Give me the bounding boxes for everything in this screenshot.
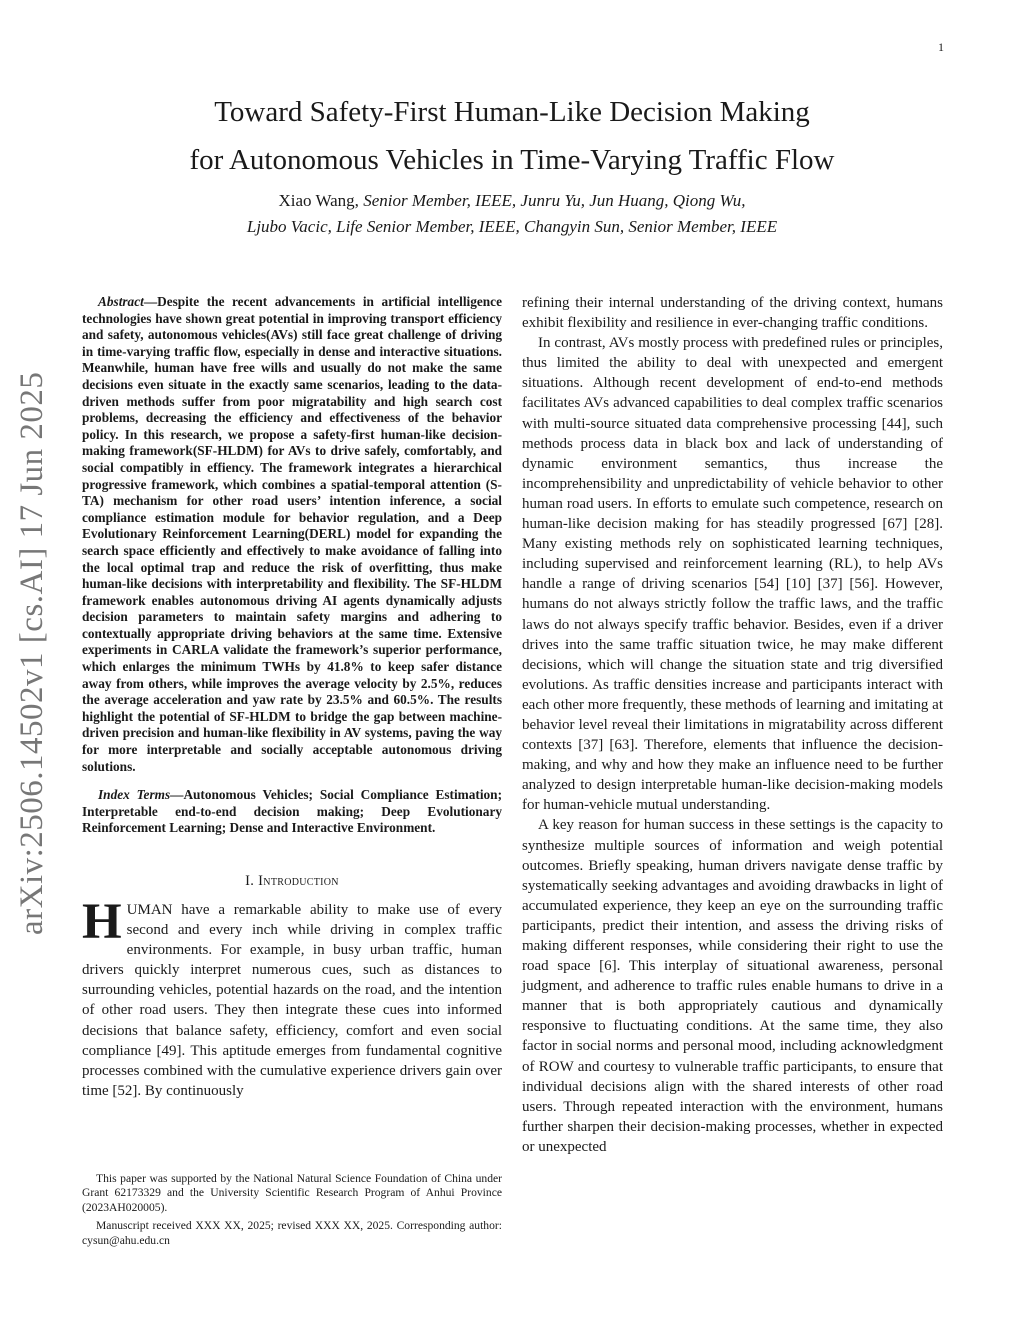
author-name: Xiao Wang, bbox=[278, 191, 359, 210]
author-name: Changyin Sun, bbox=[524, 217, 625, 236]
index-terms bbox=[82, 787, 502, 837]
paragraph-continuation: refining their internal understanding of the driving context, humans exhibit flexibility and resilience in ever-changing traffic conditions. bbox=[522, 295, 943, 332]
introduction-text: UMAN have a remarkable ability to make use of every second and every inch while driving in complex traffic environments. For example, in busy urban traffic, human drivers quickly interpret numerous cues, such as distances to surrounding vehicles, potential hazards on the road, and the intention of other road users. They then integrate these cues into informed decisions that balance safety, efficiency, comfort and even social compliance [49]. This aptitude emerges from fundamental cognitive processes combined with the cumulative experience drivers gain over time [52]. By continuously bbox=[82, 902, 502, 1099]
index-terms-label: Index Terms bbox=[98, 787, 171, 803]
section-number: I. bbox=[245, 873, 255, 889]
author-names: Junru Yu, Jun Huang, Qiong Wu, bbox=[520, 191, 746, 210]
right-column bbox=[522, 293, 943, 1157]
section-heading-introduction bbox=[82, 873, 502, 890]
author-line-1 bbox=[100, 188, 924, 214]
index-terms-text: —Autonomous Vehicles; Social Compliance Estimation; Interpretable end-to-end decision making; Deep Evolutionary Reinforcement Learning; Dense and Interactive Environment. bbox=[82, 787, 502, 836]
abstract bbox=[82, 294, 502, 775]
arxiv-identifier[interactable]: arXiv:2506.14502v1 [cs.AI] 17 Jun 2025 bbox=[14, 371, 50, 935]
author-role: Life Senior Member, IEEE, bbox=[336, 217, 520, 236]
paper-title bbox=[100, 88, 924, 184]
title-line-1: Toward Safety-First Human-Like Decision Making bbox=[214, 96, 810, 128]
section-title: Introduction bbox=[258, 873, 339, 889]
abstract-label: Abstract bbox=[98, 294, 144, 309]
drop-cap: H bbox=[82, 894, 122, 950]
title-line-2: for Autonomous Vehicles in Time-Varying Traffic Flow bbox=[189, 144, 835, 176]
left-column bbox=[82, 294, 502, 1101]
author-list bbox=[100, 188, 924, 240]
paragraph-key-reason: A key reason for human success in these settings is the capacity to synthesize multiple sources of information and weigh potential outcomes. Briefly speaking, human drivers navigate dense traffic by systematically seeking advantages and avoiding drawbacks in light of accumulated experience, they keep an eye on the surrounding traffic participants, predict their intention, and assess the driving risks of making different responses, while considering their right to use the road space [6]. This interplay of situational awareness, personal judgment, and adherence to traffic rules enable humans to drive in a manner that is both appropriately cautious and dynamically responsive to fluctuating conditions. At the same time, they also factor in social norms and personal mood, including acknowledgment of ROW and courtesy to vulnerable traffic participants, to ensure that individual decisions align with the shared interests of other road users. Through repeated interaction with the environment, humans further sharpen their decision-making processes, whether in expected or unexpected bbox=[522, 817, 943, 1155]
author-role: Senior Member, IEEE bbox=[628, 217, 778, 236]
abstract-text: —Despite the recent advancements in artificial intelligence technologies have shown great potential in improving transport efficiency and safety, autonomous vehicles(AVs) still face great challenge of driving in time-varying traffic flow, especially in dense and interactive situations. Meanwhile, human have free wills and usually do not make the same decisions even situate in the exactly same scenarios, leading to the data-driven methods suffer from poor migratability and high search cost problems, decreasing the efficiency and effectiveness of the behavior policy. In this research, we propose a safety-first human-like decision-making framework(SF-HLDM) for AVs to drive safely, comfortably, and social compatibly in effiency. The framework integrates a hierarchical progressive framework, which combines a spatial-temporal attention (S-TA) mechanism for other road users’ intention inference, a social compliance estimation module for behavior regulation, and a Deep Evolutionary Reinforcement Learning(DERL) model for expanding the search space efficiently and effectively to make avoidance of falling into the local optimal trap and reduce the risk of overfitting, thus make human-like decisions with interpretability and flexibility. The SF-HLDM framework enables autonomous driving AI agents dynamically adjusts decision parameters to maintain safety margins and adhering to contextually appropriate driving behaviors at the same time. Extensive experiments in CARLA validate the framework’s superior performance, which enlarges the minimum TWHs by 41.8% to keep safer distance away from others, while improves the average velocity by 2.5%, reduces the average acceleration and yaw rate by 23.5% and 60.5%. The results highlight the potential of SF-HLDM to bridge the gap between machine-driven precision and human-like flexibility in AV systems, paving the way for more interpretable and socially acceptable autonomous driving solutions. bbox=[82, 294, 502, 774]
introduction-paragraph bbox=[82, 894, 502, 1101]
author-line-2 bbox=[100, 214, 924, 240]
author-role: Senior Member, IEEE, bbox=[363, 191, 517, 210]
funding-footnote: This paper was supported by the National Natural Science Foundation of China under Grant 62173329 and the University Scientific Research Program of Anhui Province (2023AH020005). bbox=[82, 1172, 502, 1214]
paragraph-contrast: In contrast, AVs mostly process with predefined rules or principles, thus limited the ability to deal with unexpected and emergent situations. Although recent development of end-to-end methods facilitates AVs advanced capabilities to deal complex traffic scenarios with multi-source situated data comprehensive processing [44], such methods process data in black box and lack of understanding of dynamic environment semantics, thus increase the incomprehensibility and unpredictability of vehicle behavior to other human road users. In efforts to emulate such competence, research on human-like decision making for has steadily progressed [67] [28]. Many existing methods rely on sophisticated learning techniques, including supervised and reinforcement learning (RL), to help AVs handle a range of driving scenarios [54] [10] [37] [56]. However, humans do not always strictly follow the traffic laws, and the traffic laws do not always specify traffic behavior. Besides, even if a driver drives into the same traffic situation twice, he may make different decisions, which will change the situation state and trig diversified evolutions. As traffic densities increase and participants interact with each other more frequently, these methods of learning and imitating at behavior level reveal their limitations in migratability across different contexts [37] [63]. Therefore, elements that influence the decision-making, and why and how they make an influence need to be further analyzed to design interpretable human-like decision-making models for human-vehicle mutual understanding. bbox=[522, 335, 943, 814]
manuscript-footnote: Manuscript received XXX XX, 2025; revised XXX XX, 2025. Corresponding author: cysun@ahu.edu.cn bbox=[82, 1219, 502, 1247]
footnotes bbox=[82, 1172, 502, 1252]
page-number: 1 bbox=[938, 40, 944, 54]
author-name: Ljubo Vacic, bbox=[246, 217, 332, 236]
